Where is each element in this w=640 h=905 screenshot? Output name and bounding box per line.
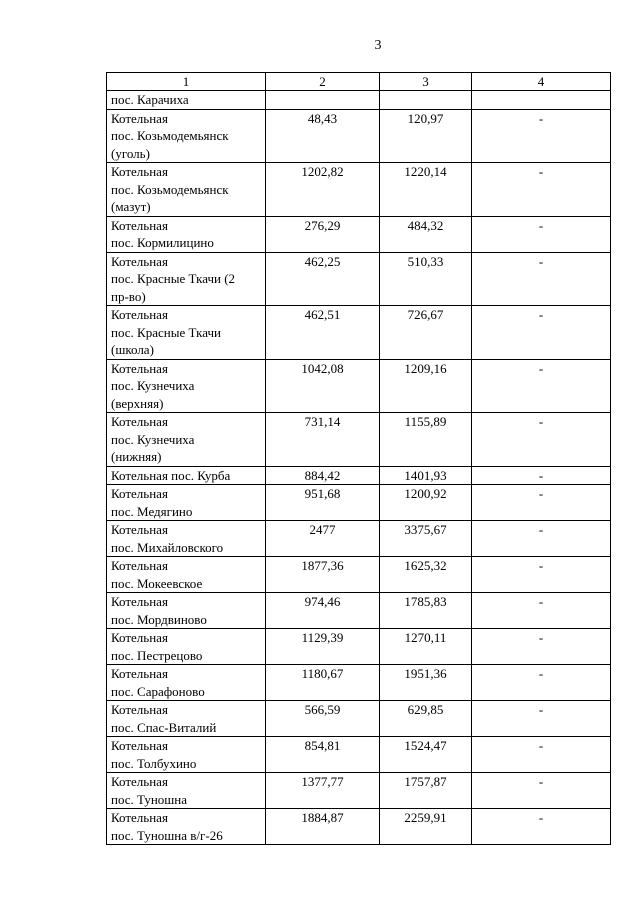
boiler-name-line: пос. Красные Ткачи (2: [111, 271, 236, 286]
value-col2-cell: 731,14: [266, 413, 380, 467]
value-col3-cell: 1785,83: [380, 593, 472, 629]
table-row: [107, 809, 611, 845]
value-col4-cell: -: [472, 306, 611, 360]
value-col4-cell: -: [472, 593, 611, 629]
value-col2-cell: 462,25: [266, 252, 380, 306]
boiler-name-cell: [107, 306, 266, 360]
boiler-name-cell: [107, 109, 266, 163]
boiler-name-line: Котельная: [111, 164, 168, 179]
value-col4-cell: -: [472, 109, 611, 163]
value-col3-cell: 3375,67: [380, 521, 472, 557]
value-col2-cell: 951,68: [266, 485, 380, 521]
boiler-name-cell: [107, 737, 266, 773]
column-header-2: 2: [266, 73, 380, 91]
boiler-name-line: Котельная: [111, 414, 168, 429]
boiler-name-cell: [107, 252, 266, 306]
header-row: [107, 73, 611, 91]
column-header-1: 1: [107, 73, 266, 91]
boiler-name-cell: [107, 359, 266, 413]
table-row: [107, 163, 611, 217]
boiler-name-line: Котельная: [111, 110, 168, 126]
value-col4-cell: -: [472, 163, 611, 217]
value-col4-cell: -: [472, 413, 611, 467]
boiler-name-line: Котельная: [111, 360, 168, 376]
boiler-name-cell: [107, 629, 266, 665]
value-col3-cell: 1951,36: [380, 665, 472, 701]
value-col2-cell: 1884,87: [266, 809, 380, 845]
table-row: [107, 306, 611, 360]
boiler-name-cell: [107, 593, 266, 629]
boiler-name-cell: [107, 216, 266, 252]
boiler-name-line: (мазут): [111, 199, 151, 214]
boiler-name-line: пос. Медягино: [111, 503, 193, 519]
boiler-name-line: (уголь): [111, 145, 150, 161]
boiler-name-line: Котельная: [111, 522, 168, 537]
table-header: [107, 73, 611, 91]
value-col3-cell: 1757,87: [380, 773, 472, 809]
boiler-name-line: (верхняя): [111, 395, 164, 411]
boiler-name-line: Котельная: [111, 666, 168, 681]
value-col3-cell: 1270,11: [380, 629, 472, 665]
table-row: [107, 91, 611, 110]
value-col4-cell: -: [472, 737, 611, 773]
boiler-name-line: пос. Толбухино: [111, 755, 197, 771]
boiler-name-line: пос. Сарафоново: [111, 683, 205, 699]
value-col2-cell: 974,46: [266, 593, 380, 629]
boiler-name-line: Котельная: [111, 738, 168, 753]
table-row: [107, 252, 611, 306]
value-col4-cell: -: [472, 809, 611, 845]
column-header-4: 4: [472, 73, 611, 91]
value-col2-cell: 2477: [266, 521, 380, 557]
value-col4-cell: -: [472, 485, 611, 521]
boiler-name-cell: [107, 521, 266, 557]
table-row: [107, 629, 611, 665]
boiler-name-cell: [107, 466, 266, 485]
value-col2-cell: 48,43: [266, 109, 380, 163]
boiler-name-line: пос. Козьмодемьянск: [111, 181, 229, 197]
value-col4-cell: -: [472, 701, 611, 737]
value-col3-cell: 726,67: [380, 306, 472, 360]
value-col3-cell: 1220,14: [380, 163, 472, 217]
value-col4-cell: -: [472, 557, 611, 593]
boiler-name-cell: [107, 163, 266, 217]
value-col2-cell: 1877,36: [266, 557, 380, 593]
table-row: [107, 593, 611, 629]
value-col3-cell: 510,33: [380, 252, 472, 306]
value-col4-cell: -: [472, 252, 611, 306]
value-col4-cell: -: [472, 521, 611, 557]
boiler-name-line: пос. Кормилицино: [111, 235, 214, 250]
value-col4-cell: [472, 91, 611, 110]
page-number: 3: [374, 38, 382, 53]
value-col2-cell: 884,42: [266, 466, 380, 485]
boiler-name-cell: [107, 665, 266, 701]
table-row: [107, 665, 611, 701]
boiler-name-line: пр-во): [111, 288, 146, 304]
table-row: [107, 557, 611, 593]
value-col4-cell: -: [472, 466, 611, 485]
boiler-name-line: пос. Кузнечиха: [111, 378, 195, 393]
value-col2-cell: 1377,77: [266, 773, 380, 809]
table-row: [107, 737, 611, 773]
boiler-name-line: Котельная пос. Курба: [111, 467, 231, 483]
boiler-name-cell: [107, 557, 266, 593]
value-col3-cell: 1524,47: [380, 737, 472, 773]
boiler-name-line: Котельная: [111, 307, 168, 322]
value-col4-cell: -: [472, 629, 611, 665]
value-col3-cell: [380, 91, 472, 110]
value-col2-cell: 566,59: [266, 701, 380, 737]
boiler-name-line: Котельная: [111, 630, 168, 645]
boiler-name-line: пос. Туношна в/г-26: [111, 827, 223, 843]
value-col2-cell: 1180,67: [266, 665, 380, 701]
table-row: [107, 359, 611, 413]
value-col2-cell: 854,81: [266, 737, 380, 773]
value-col3-cell: 1401,93: [380, 466, 472, 485]
boiler-name-line: пос. Карачиха: [111, 92, 189, 107]
boiler-name-line: (нижняя): [111, 449, 162, 464]
boiler-name-line: пос. Мокеевское: [111, 575, 203, 591]
boiler-name-line: пос. Кузнечиха: [111, 431, 195, 447]
boiler-name-line: пос. Пестрецово: [111, 647, 203, 663]
boiler-name-cell: [107, 413, 266, 467]
value-col2-cell: 1129,39: [266, 629, 380, 665]
boiler-name-line: Котельная: [111, 217, 168, 233]
table-row: [107, 485, 611, 521]
boiler-name-line: Котельная: [111, 486, 168, 501]
boiler-name-line: (школа): [111, 342, 154, 357]
boiler-name-line: пос. Туношна: [111, 791, 188, 807]
value-col3-cell: 1155,89: [380, 413, 472, 467]
boiler-name-cell: [107, 701, 266, 737]
table-row: [107, 109, 611, 163]
table-row: [107, 521, 611, 557]
boiler-name-cell: [107, 485, 266, 521]
value-col3-cell: 2259,91: [380, 809, 472, 845]
boiler-name-line: пос. Козьмодемьянск: [111, 128, 229, 143]
table-row: [107, 413, 611, 467]
table-row: [107, 701, 611, 737]
table-row: [107, 773, 611, 809]
boiler-name-cell: [107, 773, 266, 809]
value-col4-cell: -: [472, 665, 611, 701]
value-col3-cell: 629,85: [380, 701, 472, 737]
table-row: [107, 216, 611, 252]
boiler-name-line: пос. Мордвиново: [111, 611, 207, 627]
value-col2-cell: 462,51: [266, 306, 380, 360]
value-col2-cell: 1042,08: [266, 359, 380, 413]
value-col4-cell: -: [472, 216, 611, 252]
boiler-name-line: Котельная: [111, 253, 168, 269]
boiler-name-line: пос. Спас-Виталий: [111, 719, 217, 735]
boiler-name-line: Котельная: [111, 702, 168, 717]
value-col2-cell: 1202,82: [266, 163, 380, 217]
value-col3-cell: 1209,16: [380, 359, 472, 413]
value-col3-cell: 120,97: [380, 109, 472, 163]
value-col2-cell: [266, 91, 380, 110]
value-col3-cell: 484,32: [380, 216, 472, 252]
value-col4-cell: -: [472, 359, 611, 413]
table-row: [107, 466, 611, 485]
value-col3-cell: 1625,32: [380, 557, 472, 593]
boiler-name-cell: [107, 809, 266, 845]
value-col3-cell: 1200,92: [380, 485, 472, 521]
table-body: [107, 91, 611, 845]
boiler-name-line: Котельная: [111, 810, 168, 825]
value-col2-cell: 276,29: [266, 216, 380, 252]
boiler-name-line: Котельная: [111, 774, 168, 789]
boiler-name-line: Котельная: [111, 594, 168, 609]
boiler-name-line: Котельная: [111, 558, 168, 573]
boiler-name-line: пос. Михайловского: [111, 539, 224, 555]
column-header-3: 3: [380, 73, 472, 91]
data-table: [106, 72, 611, 845]
value-col4-cell: -: [472, 773, 611, 809]
boiler-name-line: пос. Красные Ткачи: [111, 324, 221, 340]
boiler-name-cell: [107, 91, 266, 110]
